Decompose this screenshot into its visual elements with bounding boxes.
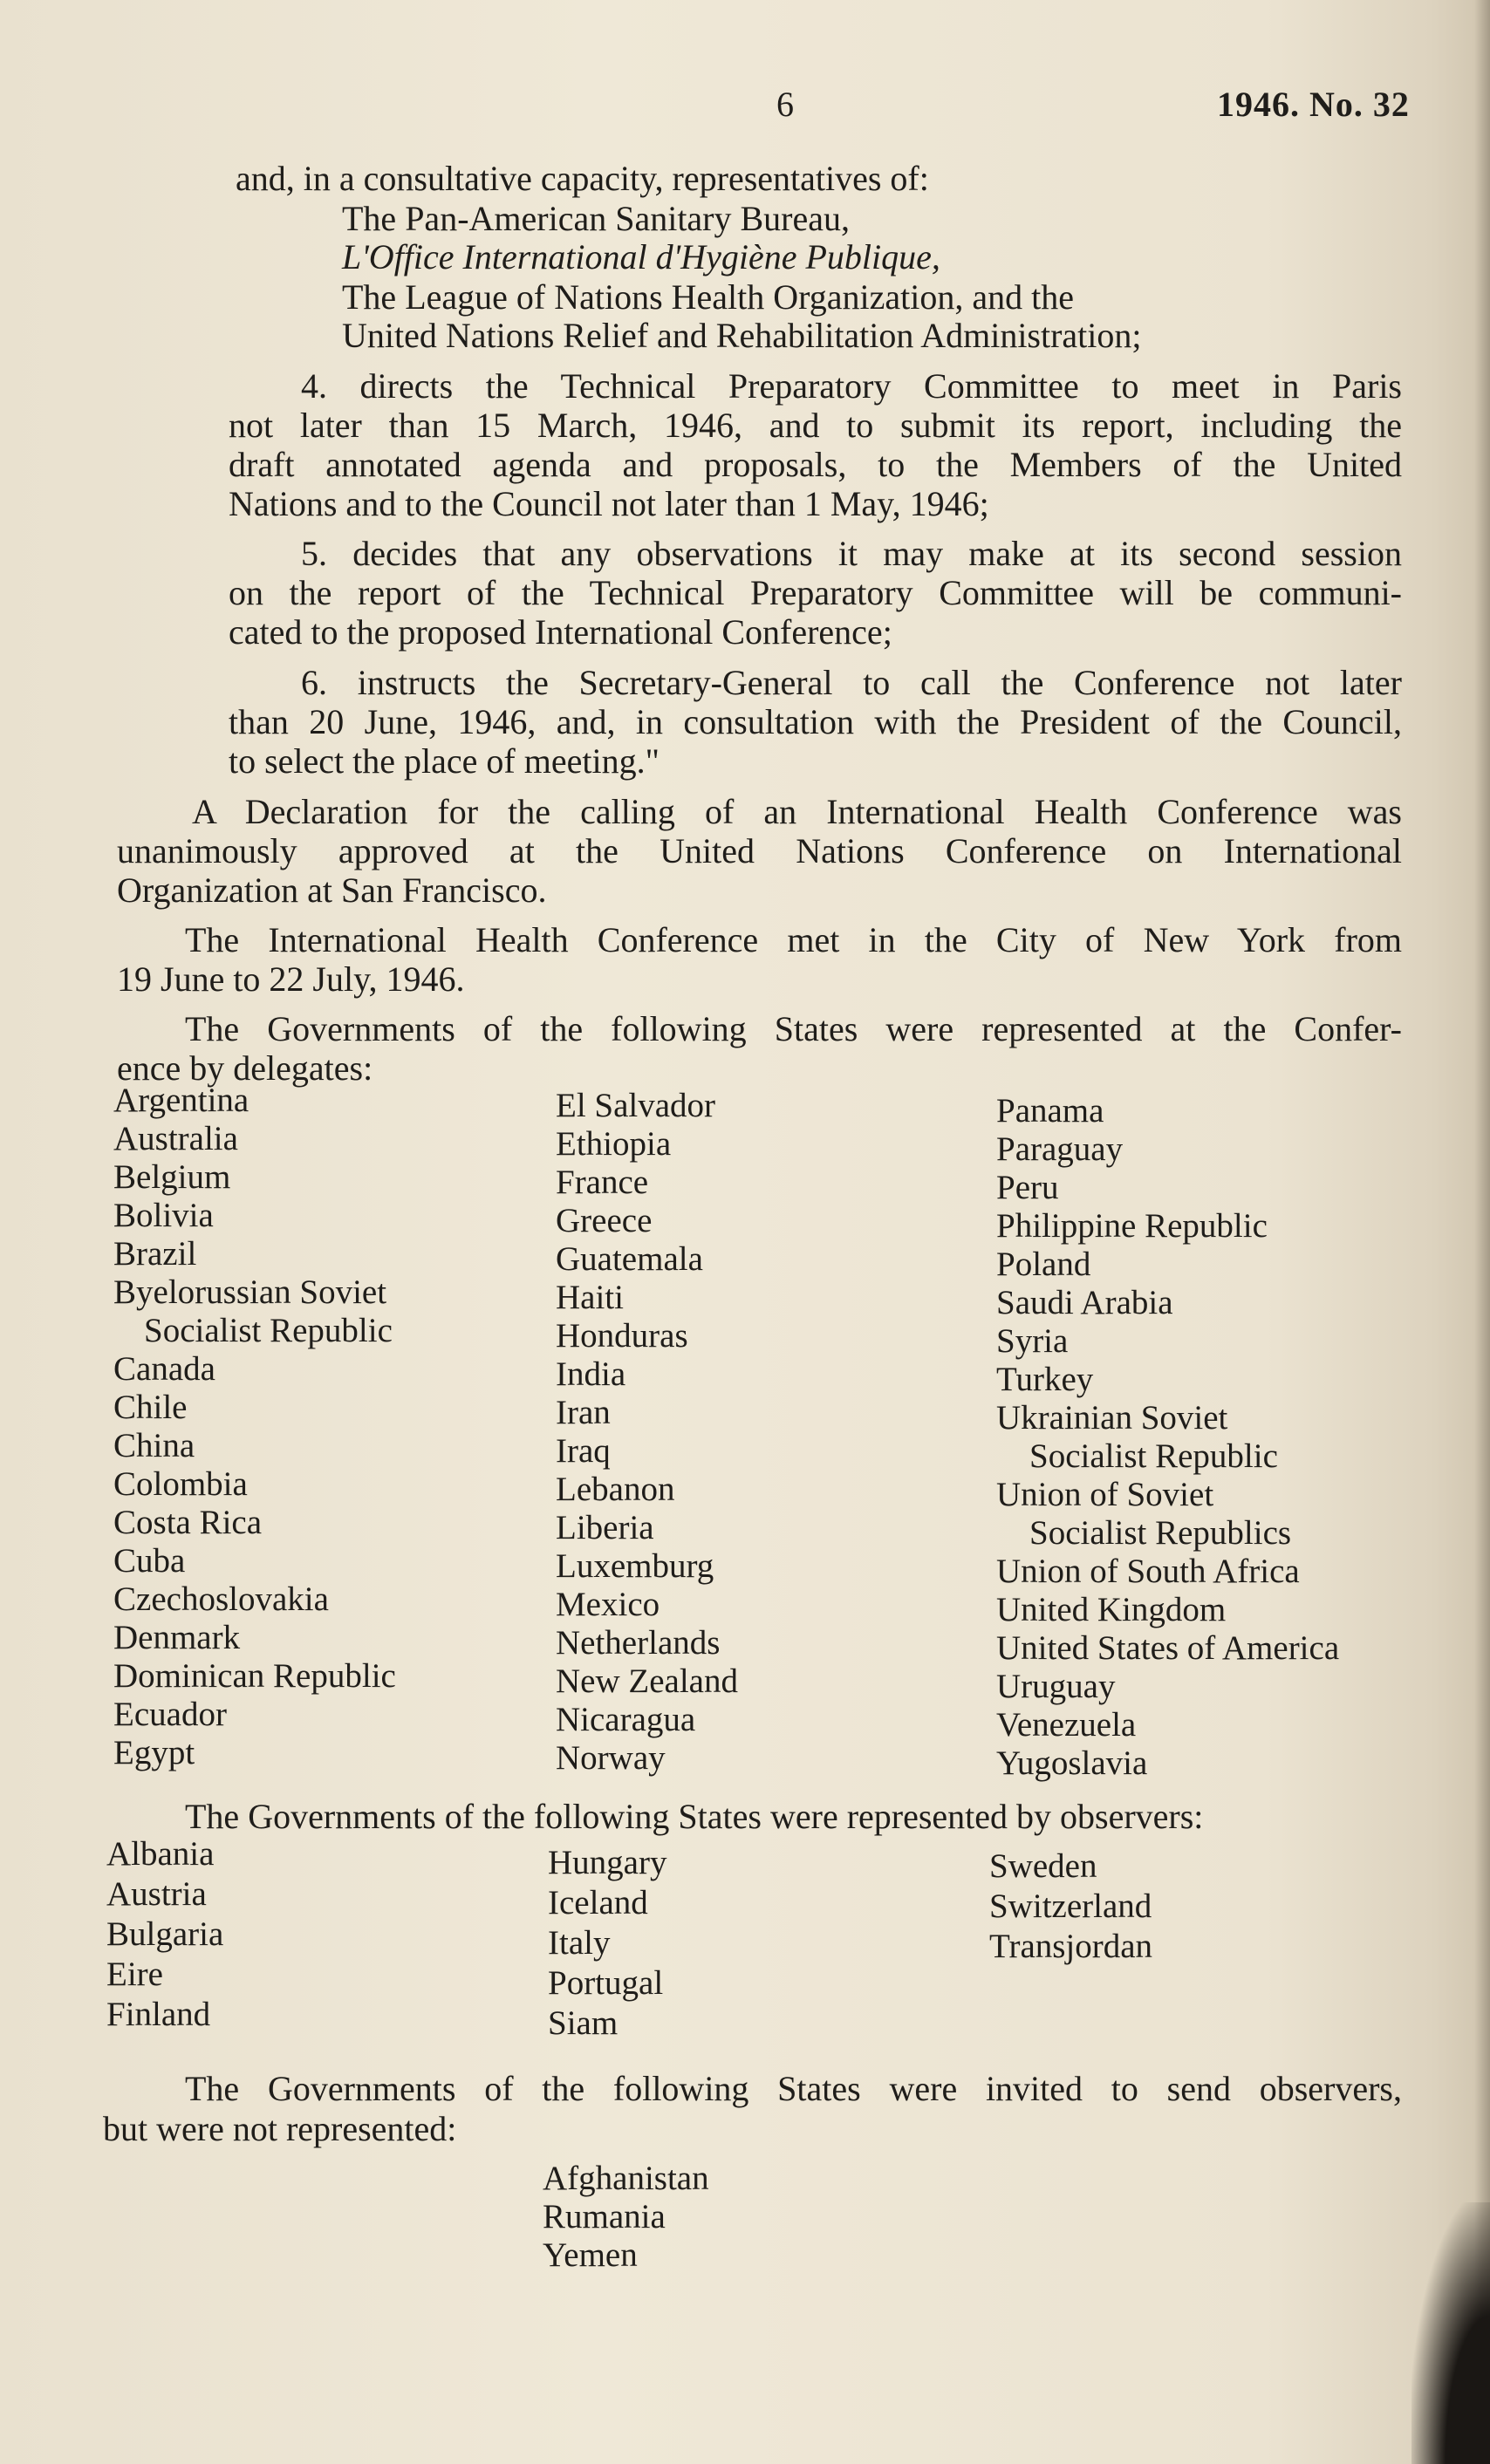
page-header [0, 84, 1490, 127]
delegate-state: Mexico [556, 1586, 660, 1623]
paragraph-5-line: on the report of the Technical Preparatory Committee will be communi- [229, 573, 1402, 612]
delegate-state: Belgium [113, 1158, 231, 1196]
delegate-state: Chile [113, 1389, 188, 1426]
delegate-state: Colombia [113, 1465, 248, 1503]
delegate-state: India [556, 1355, 626, 1393]
paragraph-4-line: Nations and to the Council not later than 1 May, 1946; [229, 484, 989, 523]
intro-item: The Pan-American Sanitary Bureau, [342, 199, 851, 238]
observer-state: Siam [548, 2004, 619, 2042]
delegate-state: Syria [996, 1322, 1069, 1360]
invited-state: Rumania [543, 2198, 666, 2235]
observer-state: Finland [106, 1996, 211, 2033]
invited-state: Afghanistan [543, 2160, 709, 2197]
delegate-state: Egypt [113, 1734, 195, 1771]
delegate-state: Cuba [113, 1542, 186, 1580]
observer-state: Albania [106, 1835, 215, 1873]
observer-state: Portugal [548, 1964, 664, 2002]
delegate-state: Turkey [996, 1361, 1094, 1398]
conference-line: 19 June to 22 July, 1946. [117, 959, 465, 999]
delegate-state: Czechoslovakia [113, 1580, 329, 1618]
observer-state: Austria [106, 1875, 207, 1913]
delegate-state: France [556, 1164, 649, 1201]
invited-intro-line: The Governments of the following States were invited to send observers, [185, 2069, 1402, 2108]
delegates-intro-line: ence by delegates: [117, 1048, 373, 1088]
delegate-state: United Kingdom [996, 1591, 1227, 1628]
delegate-state: United States of America [996, 1629, 1340, 1667]
conference-line: The International Health Conference met in the City of New York from [185, 920, 1402, 959]
invited-intro-line: but were not represented: [103, 2109, 457, 2148]
paragraph-4-line: 4. directs the Technical Preparatory Committee to meet in Paris [301, 366, 1402, 406]
delegate-state: Peru [996, 1169, 1059, 1206]
observer-state: Switzerland [989, 1887, 1152, 1925]
delegate-state: Saudi Arabia [996, 1284, 1173, 1321]
delegate-state: Union of Soviet [996, 1476, 1214, 1513]
observer-state: Hungary [548, 1844, 667, 1881]
delegate-state: Ukrainian Soviet [996, 1399, 1228, 1437]
paragraph-5-line: 5. decides that any observations it may make at its second session [301, 534, 1402, 573]
observer-state: Sweden [989, 1847, 1097, 1885]
delegate-state: Denmark [113, 1619, 241, 1656]
observer-state: Italy [548, 1924, 611, 1962]
delegate-state: Paraguay [996, 1130, 1124, 1168]
page-edge-shadow [1474, 0, 1490, 2464]
delegate-state: Iran [556, 1394, 611, 1431]
observer-state: Eire [106, 1956, 163, 1993]
paragraph-6-line: than 20 June, 1946, and, in consultation with the President of the Council, [229, 702, 1402, 741]
delegate-state: El Salvador [556, 1087, 716, 1124]
delegate-state: Socialist Republics [1029, 1514, 1292, 1552]
delegate-state: Netherlands [556, 1624, 721, 1662]
paragraph-4-line: not later than 15 March, 1946, and to submit its report, including the [229, 406, 1402, 445]
paragraph-5-line: cated to the proposed International Conference; [229, 612, 892, 652]
observer-state: Iceland [548, 1884, 648, 1921]
delegate-state: Nicaragua [556, 1701, 696, 1738]
delegate-state: Panama [996, 1092, 1104, 1130]
delegate-state: Ethiopia [556, 1125, 672, 1163]
delegate-state: China [113, 1427, 195, 1464]
delegate-state: Greece [556, 1202, 653, 1239]
delegate-state: Argentina [113, 1082, 249, 1119]
delegate-state: Byelorussian Soviet [113, 1273, 387, 1311]
delegate-state: Honduras [556, 1317, 688, 1355]
delegate-state: Australia [113, 1120, 238, 1157]
delegate-state: Lebanon [556, 1471, 675, 1508]
delegate-state: Poland [996, 1246, 1091, 1283]
delegate-state: Brazil [113, 1235, 197, 1273]
page-corner-shadow [1411, 2202, 1490, 2464]
intro-item: The League of Nations Health Organization, and the [342, 277, 1074, 317]
delegate-state: Norway [556, 1739, 666, 1777]
declaration-line: A Declaration for the calling of an International Health Conference was [192, 792, 1402, 831]
paragraph-6-line: 6. instructs the Secretary-General to call the Conference not later [301, 663, 1402, 702]
declaration-line: unanimously approved at the United Nations Conference on International [117, 831, 1402, 870]
invited-state: Yemen [543, 2236, 638, 2274]
delegate-state: Bolivia [113, 1197, 214, 1234]
delegate-state: Canada [113, 1350, 215, 1388]
paragraph-4-line: draft annotated agenda and proposals, to the Members of the United [229, 445, 1402, 484]
delegate-state: Guatemala [556, 1240, 703, 1278]
observer-state: Bulgaria [106, 1915, 224, 1953]
page-number: 6 [776, 85, 794, 124]
intro-lead: and, in a consultative capacity, representatives of: [236, 159, 929, 198]
delegate-state: Venezuela [996, 1706, 1137, 1744]
intro-item: L'Office International d'Hygiène Publique, [342, 237, 940, 276]
delegate-state: Liberia [556, 1509, 654, 1546]
delegate-state: Luxemburg [556, 1547, 714, 1585]
delegate-state: Haiti [556, 1279, 624, 1316]
delegate-state: Costa Rica [113, 1504, 263, 1541]
delegate-state: Iraq [556, 1432, 611, 1470]
delegate-state: New Zealand [556, 1662, 738, 1700]
intro-item: United Nations Relief and Rehabilitation Administration; [342, 316, 1142, 355]
delegate-state: Uruguay [996, 1668, 1116, 1705]
delegate-state: Socialist Republic [1029, 1437, 1278, 1475]
document-reference: 1946. No. 32 [1217, 85, 1410, 124]
delegate-state: Union of South Africa [996, 1553, 1300, 1590]
delegate-state: Ecuador [113, 1696, 227, 1733]
delegates-intro-line: The Governments of the following States were represented at the Confer- [185, 1009, 1402, 1048]
delegate-state: Socialist Republic [144, 1312, 393, 1349]
paragraph-6-line: to select the place of meeting." [229, 741, 660, 781]
delegate-state: Dominican Republic [113, 1657, 396, 1695]
observer-state: Transjordan [989, 1928, 1153, 1965]
delegate-state: Yugoslavia [996, 1744, 1148, 1782]
declaration-line: Organization at San Francisco. [117, 870, 547, 910]
delegate-state: Philippine Republic [996, 1207, 1268, 1245]
observers-intro: The Governments of the following States were represented by observers: [185, 1797, 1204, 1836]
